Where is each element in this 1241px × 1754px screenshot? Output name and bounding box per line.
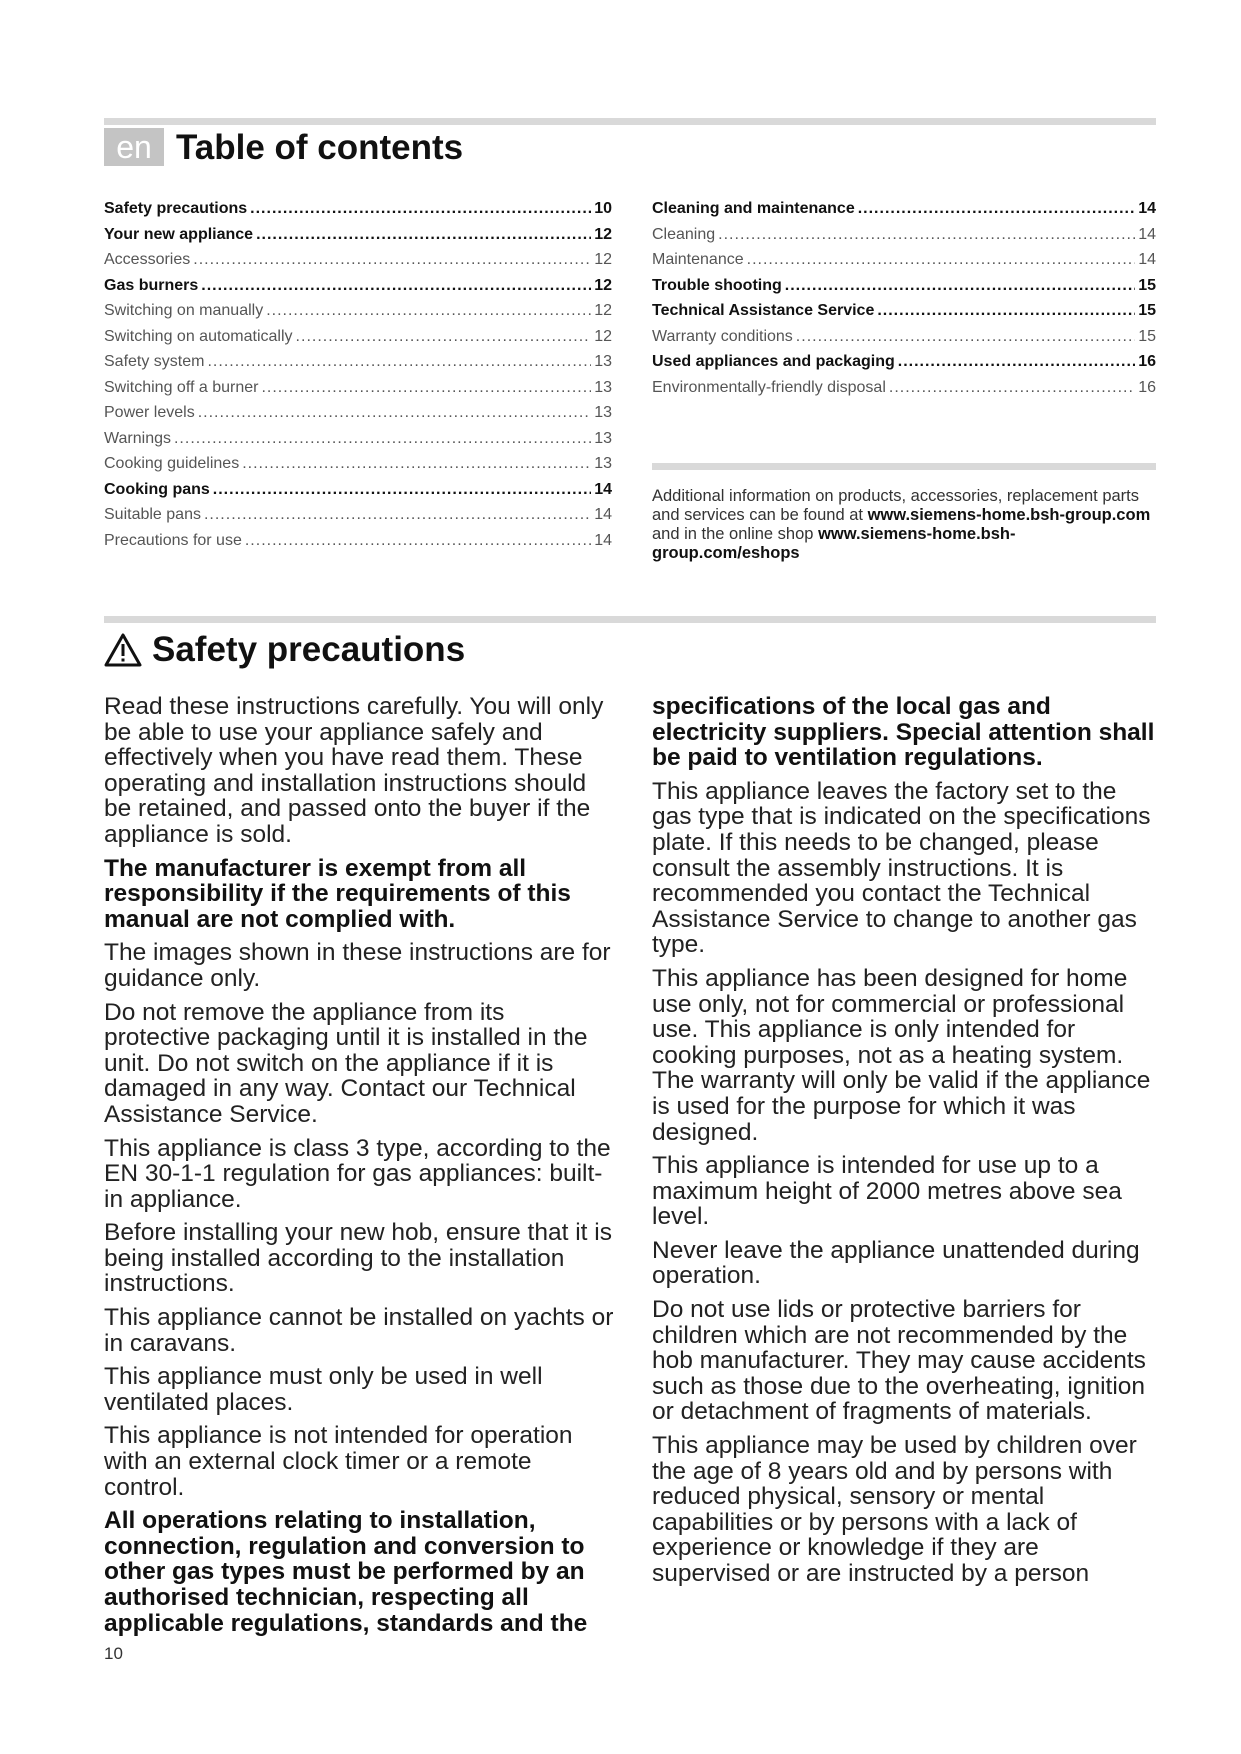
- additional-info: [652, 487, 1157, 563]
- toc-entry-title: Technical Assistance Service: [652, 302, 875, 319]
- safety-paragraph: The images shown in these instructions are for guidance only.: [104, 939, 611, 992]
- warning-triangle-icon: [104, 633, 142, 667]
- safety-paragraph: This appliance leaves the factory set to the gas type that is indicated on the specifications plate. If this needs to be changed, please consult the assembly instructions. It is recommended you contact the Technical Assistance Service to change to another gas type.: [652, 777, 1151, 959]
- toc-entry[interactable]: [104, 426, 612, 452]
- safety-right-column: [652, 694, 1162, 1595]
- safety-paragraph: This appliance is intended for use up to a maximum height of 2000 metres above sea level.: [652, 1152, 1122, 1231]
- toc-entry[interactable]: [104, 247, 612, 273]
- toc-entry-title: Your new appliance: [104, 225, 254, 243]
- toc-entry-page: 14: [594, 506, 612, 523]
- toc-entry-page: 14: [1138, 200, 1156, 217]
- safety-divider: [104, 616, 1156, 623]
- additional-info-text: Additional information on products, accessories, replacement parts and services can be found at: [652, 487, 1139, 524]
- page-number: 10: [104, 1644, 123, 1663]
- toc-entry[interactable]: [104, 400, 612, 426]
- toc-leader-dots: [250, 196, 591, 222]
- website-link[interactable]: www.siemens-home.bsh-group.com: [867, 506, 1151, 524]
- toc-leader-dots: [747, 247, 1136, 273]
- toc-entry-title: Power levels: [104, 404, 195, 421]
- safety-header: [104, 624, 465, 676]
- toc-leader-dots: [204, 502, 591, 528]
- toc-entry-title: Maintenance: [652, 251, 744, 268]
- toc-leader-dots: [201, 273, 591, 299]
- safety-paragraph: Before installing your new hob, ensure that it is being installed according to the installation instructions.: [104, 1219, 612, 1298]
- toc-entry-title: Cooking guidelines: [104, 455, 240, 472]
- safety-paragraph: Do not remove the appliance from its protective packaging until it is installed in the unit. Do not switch on the appliance if it is damaged in any way. Contact our Technical Assistance Service.: [104, 998, 588, 1128]
- toc-entry[interactable]: [652, 349, 1156, 375]
- toc-entry-title: Cleaning: [652, 225, 716, 243]
- safety-paragraph: Never leave the appliance unattended during operation.: [652, 1236, 1140, 1290]
- toc-leader-dots: [245, 528, 591, 554]
- toc-entry-page: 13: [594, 353, 612, 370]
- toc-entry-page: 12: [594, 276, 612, 294]
- toc-entry-page: 15: [1138, 302, 1156, 319]
- toc-entry-page: 13: [594, 404, 612, 421]
- toc-right-column: [652, 196, 1156, 400]
- toc-entry[interactable]: [652, 273, 1156, 299]
- toc-leader-dots: [193, 247, 591, 273]
- toc-entry[interactable]: [104, 375, 612, 401]
- toc-leader-dots: [718, 222, 1135, 248]
- safety-paragraph: This appliance is class 3 type, according to the EN 30-1-1 regulation for gas appliances: built-in appliance.: [104, 1134, 611, 1213]
- language-badge: en: [104, 128, 164, 166]
- toc-entry-title: Cleaning and maintenance: [652, 200, 855, 217]
- toc-entry-title: Precautions for use: [104, 531, 242, 549]
- safety-paragraph: This appliance is not intended for operation with an external clock timer or a remote control.: [104, 1422, 573, 1501]
- toc-entry-page: 12: [594, 302, 612, 319]
- toc-entry-page: 16: [1138, 378, 1156, 396]
- toc-entry-title: Suitable pans: [104, 506, 201, 523]
- toc-leader-dots: [242, 451, 591, 477]
- info-divider: [652, 463, 1156, 470]
- toc-entry-title: Switching on manually: [104, 302, 264, 319]
- toc-entry-title: Environmentally-friendly disposal: [652, 378, 886, 396]
- safety-paragraph: This appliance cannot be installed on yachts or in caravans.: [104, 1304, 614, 1357]
- safety-paragraph-emphasis: All operations relating to installation, connection, regulation and conversion to other gas types must be performed by an authorised technician, respecting all applicable regulations, standards and the: [104, 1507, 588, 1637]
- toc-entry-title: Accessories: [104, 251, 191, 268]
- toc-entry-page: 12: [594, 327, 612, 345]
- toc-leader-dots: [198, 400, 592, 426]
- toc-entry[interactable]: [652, 375, 1156, 401]
- toc-entry-page: 14: [1138, 251, 1156, 268]
- toc-entry-title: Switching off a burner: [104, 378, 259, 396]
- toc-entry[interactable]: [104, 349, 612, 375]
- toc-entry[interactable]: [104, 196, 612, 222]
- toc-entry[interactable]: [104, 477, 612, 503]
- toc-entry[interactable]: [104, 298, 612, 324]
- toc-entry-title: Warranty conditions: [652, 327, 793, 345]
- toc-entry-title: Safety system: [104, 353, 205, 370]
- toc-entry-title: Switching on automatically: [104, 327, 293, 345]
- toc-entry-title: Safety precautions: [104, 200, 248, 217]
- toc-left-column: [104, 196, 612, 553]
- toc-entry[interactable]: [652, 222, 1156, 248]
- toc-entry-page: 15: [1138, 327, 1156, 345]
- toc-entry[interactable]: [104, 222, 612, 248]
- toc-leader-dots: [256, 222, 591, 248]
- toc-leader-dots: [296, 324, 592, 350]
- toc-entry-title: Gas burners: [104, 276, 199, 294]
- top-divider: [104, 118, 1156, 125]
- toc-entry[interactable]: [104, 502, 612, 528]
- toc-entry-page: 13: [594, 429, 612, 447]
- toc-entry-page: 13: [594, 455, 612, 472]
- toc-entry-page: 12: [594, 225, 612, 243]
- toc-leader-dots: [213, 477, 591, 503]
- safety-paragraph: This appliance may be used by children over the age of 8 years old and by persons with reduced physical, sensory or mental capabilities or by persons with a lack of experience or knowledge if they are supervised or are instructed by a person: [652, 1432, 1137, 1587]
- toc-leader-dots: [174, 426, 591, 452]
- toc-entry-page: 13: [594, 378, 612, 396]
- toc-leader-dots: [266, 298, 591, 324]
- toc-leader-dots: [207, 349, 591, 375]
- toc-entry-title: Cooking pans: [104, 480, 210, 498]
- toc-entry-page: 14: [1138, 225, 1156, 243]
- safety-paragraph: This appliance must only be used in well ventilated places.: [104, 1363, 543, 1416]
- toc-entry-page: 14: [594, 480, 612, 498]
- toc-entry[interactable]: [652, 247, 1156, 273]
- toc-entry-page: 14: [594, 531, 612, 549]
- safety-left-column: [104, 694, 616, 1644]
- toc-entry-page: 10: [594, 200, 612, 217]
- shop-link[interactable]: www.siemens-home.bsh-group.com/eshops: [652, 525, 1016, 562]
- toc-entry[interactable]: [104, 324, 612, 350]
- safety-paragraph: This appliance has been designed for home use only, not for commercial or professional use. This appliance is only intended for cooking purposes, not as a heating system. The warranty will only be valid if the appliance is used for the purpose for which it was designed.: [652, 964, 1151, 1146]
- toc-title: Table of contents: [176, 128, 464, 167]
- toc-leader-dots: [889, 375, 1135, 401]
- toc-entry-title: Trouble shooting: [652, 276, 782, 294]
- toc-leader-dots: [877, 298, 1135, 324]
- toc-entry-page: 12: [594, 251, 612, 268]
- safety-title: Safety precautions: [152, 630, 466, 669]
- toc-entry[interactable]: [652, 324, 1156, 350]
- additional-info-middle: and in the online shop: [652, 525, 819, 543]
- toc-leader-dots: [785, 273, 1135, 299]
- toc-leader-dots: [858, 196, 1135, 222]
- toc-entry-page: 16: [1138, 353, 1156, 370]
- toc-entry-title: Used appliances and packaging: [652, 353, 895, 370]
- safety-paragraph-emphasis: The manufacturer is exempt from all responsibility if the requirements of this manual are not complied with.: [104, 854, 571, 933]
- toc-entry-title: Warnings: [104, 429, 171, 447]
- toc-entry[interactable]: [652, 298, 1156, 324]
- toc-entry[interactable]: [104, 528, 612, 554]
- toc-leader-dots: [898, 349, 1135, 375]
- safety-paragraph: Read these instructions carefully. You will only be able to use your appliance safely and effectively when you have read them. These operating and installation instructions should be retained, and passed onto the buyer if the appliance is sold.: [104, 693, 604, 848]
- toc-leader-dots: [261, 375, 591, 401]
- toc-entry-page: 15: [1138, 276, 1156, 294]
- safety-paragraph: Do not use lids or protective barriers for children which are not recommended by the hob manufacturer. They may cause accidents such as those due to the overheating, ignition or detachment of fragments of materials.: [652, 1296, 1146, 1426]
- toc-entry[interactable]: [652, 196, 1156, 222]
- safety-paragraph-emphasis: specifications of the local gas and electricity suppliers. Special attention shall be paid to ventilation regulations.: [652, 693, 1155, 772]
- toc-entry[interactable]: [104, 451, 612, 477]
- toc-entry[interactable]: [104, 273, 612, 299]
- toc-leader-dots: [796, 324, 1135, 350]
